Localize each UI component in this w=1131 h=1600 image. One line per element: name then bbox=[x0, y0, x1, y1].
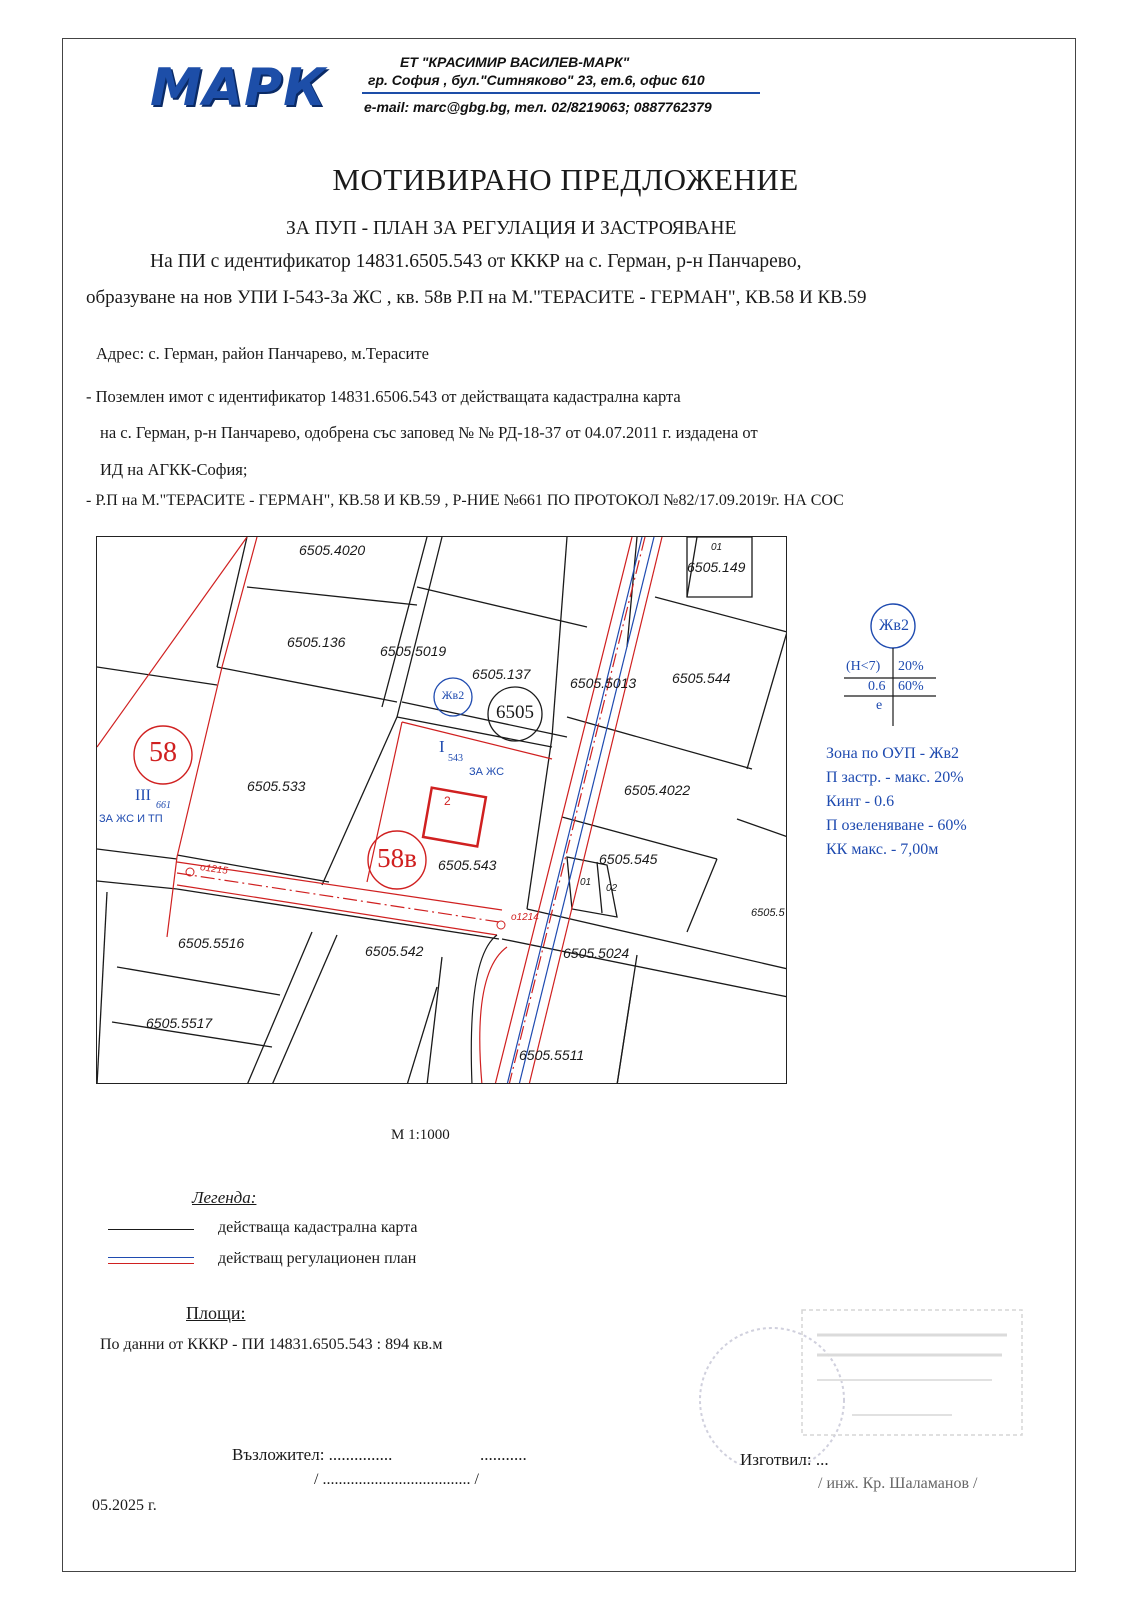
zone-kint: 0.6 bbox=[868, 679, 886, 694]
upi-iii-use: ЗА ЖС И ТП bbox=[99, 813, 163, 825]
assignor-dots: ........... bbox=[480, 1445, 527, 1464]
upi-i-number: I bbox=[439, 737, 445, 756]
upi-i-sub: 543 bbox=[448, 753, 463, 764]
zone-built: 20% bbox=[898, 659, 924, 674]
road-regulation bbox=[97, 537, 662, 1084]
cadastral-map bbox=[96, 536, 787, 1084]
parcel-544: 6505.544 bbox=[672, 670, 731, 686]
cadastral-boundaries bbox=[97, 537, 787, 1084]
zone-type: е bbox=[876, 698, 883, 713]
company-contact: e-mail: marc@gbg.bg, тел. 02/8219063; 0887762379 bbox=[364, 99, 712, 115]
parcel-5516: 6505.5516 bbox=[178, 935, 245, 951]
subtitle-line1: ЗА ПУП - ПЛАН ЗА РЕГУЛАЦИЯ И ЗАСТРОЯВАНЕ bbox=[286, 218, 737, 239]
building-02: 02 bbox=[606, 883, 618, 894]
zone-green: 60% bbox=[898, 679, 924, 694]
subtitle-line3: образуване на нов УПИ I-543-За ЖС , кв. 58в Р.П на М."ТЕРАСИТЕ - ГЕРМАН", КВ.58 И КВ.59 bbox=[86, 287, 867, 308]
zone-spec-2: П застр. - макс. 20% bbox=[826, 769, 964, 786]
upi-iii-sub: 661 bbox=[156, 800, 171, 811]
parcel-5019: 6505.5019 bbox=[380, 643, 447, 659]
zone-spec-4: П озеленяване - 60% bbox=[826, 817, 967, 834]
assignor-label: Възложител: ............... bbox=[232, 1445, 393, 1464]
zone-spec-5: КК макс. - 7,00м bbox=[826, 841, 939, 858]
document-date: 05.2025 г. bbox=[92, 1497, 157, 1514]
property-item1-b: на с. Герман, р-н Панчарево, одобрена със заповед № № РД-18-37 от 04.07.2011 г. издадена от bbox=[100, 423, 758, 442]
quarter-label: 6505 bbox=[496, 702, 534, 723]
company-address: гр. София , бул."Ситняково" 23, ет.6, офис 610 bbox=[368, 72, 705, 88]
parcel-137: 6505.137 bbox=[472, 666, 531, 682]
road-marker-o1214 bbox=[497, 921, 505, 929]
document-title: МОТИВИРАНО ПРЕДЛОЖЕНИЕ bbox=[332, 162, 799, 197]
road-label-o1214: o1214 bbox=[511, 912, 539, 923]
areas-heading: Площи: bbox=[186, 1303, 246, 1323]
parcel-149: 6505.149 bbox=[687, 559, 746, 575]
parcel-533: 6505.533 bbox=[247, 778, 306, 794]
property-item1-a: - Поземлен имот с идентификатор 14831.6506.543 от действащата кадастрална карта bbox=[86, 387, 681, 406]
parcel-4020: 6505.4020 bbox=[299, 542, 366, 558]
header-rule bbox=[362, 92, 760, 94]
map-scale: М 1:1000 bbox=[391, 1127, 450, 1143]
property-item2: - Р.П на М."ТЕРАСИТЕ - ГЕРМАН", КВ.58 И КВ.59 , Р-НИЕ №661 ПО ПРОТОКОЛ №82/17.09.2019г. НА СОС bbox=[86, 492, 844, 509]
building-footprint bbox=[423, 788, 486, 847]
legend-regulation-swatch-blue bbox=[108, 1257, 194, 1258]
legend-cadastral: действаща кадастрална карта bbox=[218, 1219, 418, 1236]
legend-heading: Легенда: bbox=[192, 1188, 257, 1207]
upi-i-use: ЗА ЖС bbox=[469, 766, 505, 778]
parcel-5024: 6505.5024 bbox=[563, 945, 630, 961]
parcel-136: 6505.136 bbox=[287, 634, 346, 650]
zone-indicator-code: Жв2 bbox=[879, 617, 909, 634]
stamp-mark bbox=[652, 1305, 1032, 1465]
legend-cadastral-swatch bbox=[108, 1229, 194, 1230]
kv58v-label: 58в bbox=[377, 843, 417, 873]
kv58-label: 58 bbox=[149, 737, 177, 768]
property-address: Адрес: с. Герман, район Панчарево, м.Терасите bbox=[96, 344, 429, 363]
parcel-149-sub: 01 bbox=[711, 542, 723, 553]
road-label-o1215: o1215 bbox=[199, 862, 229, 877]
parcel-542: 6505.542 bbox=[365, 943, 424, 959]
building-number: 2 bbox=[444, 794, 451, 808]
areas-line: По данни от КККР - ПИ 14831.6505.543 : 894 кв.м bbox=[100, 1336, 443, 1353]
building-01: 01 bbox=[580, 877, 592, 888]
property-item1-c: ИД на АГКК-София; bbox=[100, 460, 248, 479]
zone-spec-3: Кинт - 0.6 bbox=[826, 793, 895, 810]
prepared-label: Изготвил: ... bbox=[740, 1450, 829, 1469]
zone-label: Жв2 bbox=[441, 688, 465, 702]
parcel-4022: 6505.4022 bbox=[624, 782, 691, 798]
company-name: ЕТ "КРАСИМИР ВАСИЛЕВ-МАРК" bbox=[400, 54, 630, 70]
map-drawing bbox=[97, 537, 787, 1084]
parcel-5-cut: 6505.5 bbox=[751, 907, 785, 919]
subtitle-line2: На ПИ с идентификатор 14831.6505.543 от КККР на с. Герман, р-н Панчарево, bbox=[150, 251, 802, 272]
zone-spec-1: Зона по ОУП - Жв2 bbox=[826, 745, 959, 762]
parcel-5517: 6505.5517 bbox=[146, 1015, 213, 1031]
parcel-5013: 6505.5013 bbox=[570, 675, 637, 691]
parcel-545: 6505.545 bbox=[599, 851, 658, 867]
parcel-543: 6505.543 bbox=[438, 857, 497, 873]
engineer-name: / инж. Кр. Шаламанов / bbox=[818, 1475, 978, 1492]
parcel-5511: 6505.5511 bbox=[519, 1047, 585, 1063]
legend-regulation-swatch-red bbox=[108, 1263, 194, 1264]
company-logo: МАРК bbox=[150, 58, 327, 118]
assignor-signature-line: / ..................................... / bbox=[314, 1471, 479, 1488]
legend-regulation: действащ регулационен план bbox=[218, 1250, 417, 1267]
zone-height: (H<7) bbox=[846, 659, 881, 674]
upi-iii-number: III bbox=[135, 787, 151, 804]
